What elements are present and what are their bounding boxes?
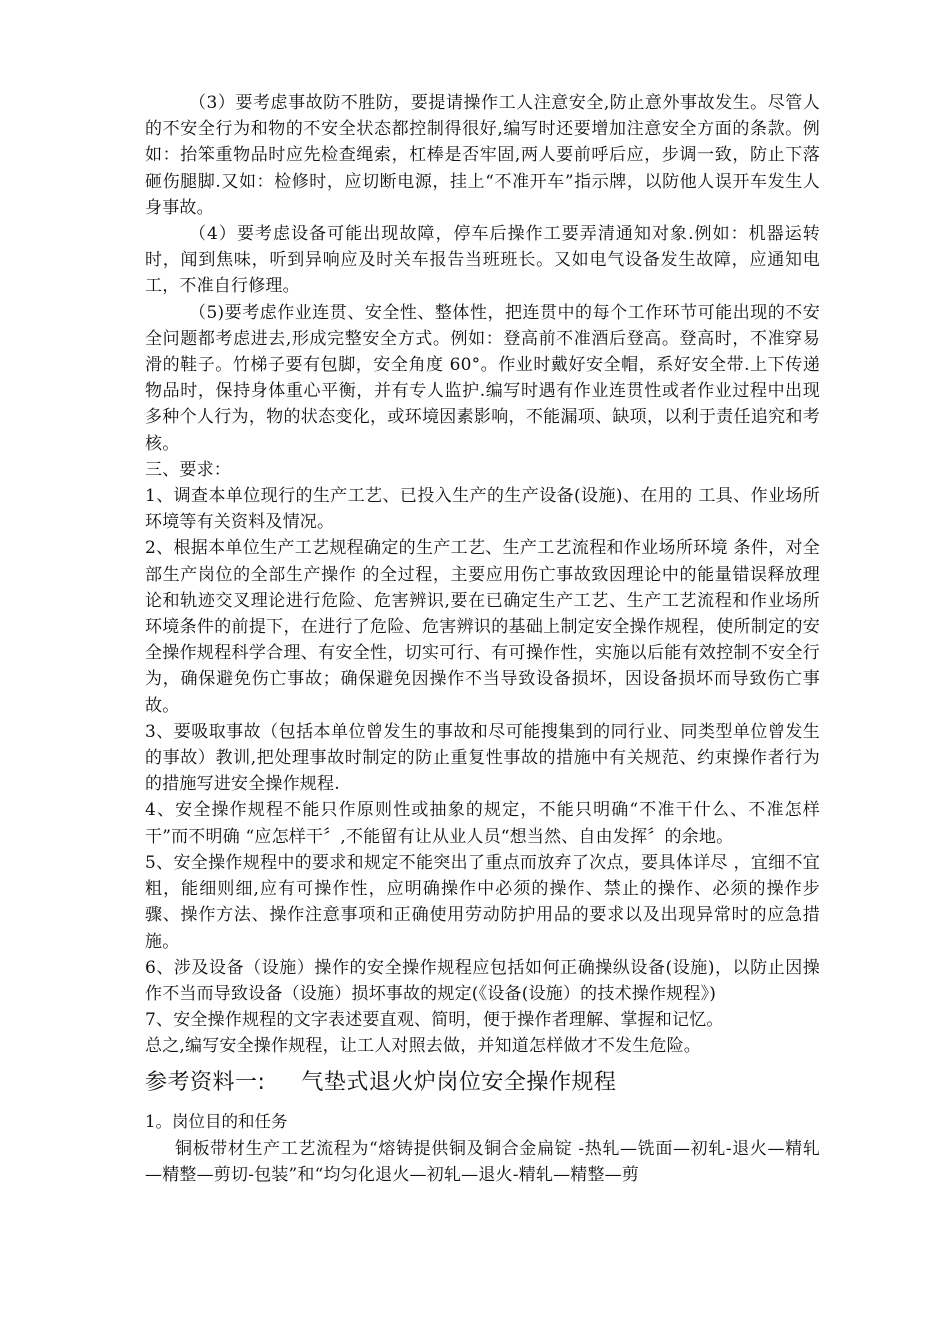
- paragraph-4: （4）要考虑设备可能出现故障，停车后操作工要弄清通知对象.例如：机器运转时，闻到焦味，听到异响应及时关车报告当班班长。又如电气设备发生故障，应通知电工，不准自行修理。: [145, 224, 820, 297]
- paragraph-5: （5)要考虑作业连贯、安全性、整体性，把连贯中的每个工作环节可能出现的不安全问题都考虑进去,形成完整安全方式。例如：登高前不准酒后登高。登高时，不准穿易滑的鞋子。竹梯子要有包脚，安全角度 60°。作业时戴好安全帽，系好安全带.上下传递物品时，保持身体重心平衡，并有专人监护.编写时遇有作业连贯性或者作业过程中出现多种个人行为，物的状态变化，或环境因素影响，不能漏项、缺项，以利于责任追究和考核。: [145, 302, 820, 454]
- requirement-6: 6、涉及设备（设施）操作的安全操作规程应包括如何正确操纵设备(设施)，以防止因操作不当而导致设备（设施）损坏事故的规定(《设备(设施）的技术操作规程》): [145, 957, 820, 1004]
- conclusion: 总之,编写安全操作规程，让工人对照去做，并知道怎样做才不发生危险。: [145, 1036, 702, 1057]
- section-1-text: 铜板带材生产工艺流程为“熔铸提供铜及铜合金扁锭 -热轧—铣面—初轧-退火—精轧—精整—剪切-包装”和“均匀化退火—初轧—退火-精轧—精整—剪: [145, 1138, 820, 1185]
- requirement-7: 7、安全操作规程的文字表述要直观、简明，便于操作者理解、掌握和记忆。: [145, 1010, 724, 1031]
- requirements-title: 三、要求：: [145, 459, 231, 480]
- reference-heading-title: 气垫式退火炉岗位安全操作规程: [301, 1069, 617, 1095]
- requirement-4: 4、安全操作规程不能只作原则性或抽象的规定，不能只明确“不准干什么、不准怎样干”而不明确 “应怎样干〞,不能留有让从业人员“想当然、自由发挥〞的余地。: [145, 800, 820, 847]
- reference-heading-prefix: 参考资料一:: [145, 1069, 266, 1095]
- requirement-1: 1、调查本单位现行的生产工艺、已投入生产的生产设备(设施)、在用的 工具、作业场所环境等有关资料及情况。: [145, 486, 820, 533]
- paragraph-3: （3）要考虑事故防不胜防，要提请操作工人注意安全,防止意外事故发生。尽管人的不安全行为和物的不安全状态都控制得很好,编写时还要增加注意安全方面的条款。例如：抬笨重物品时应先检查绳索，杠棒是否牢固,两人要前呼后应，步调一致，防止下落砸伤腿脚.又如：检修时，应切断电源，挂上“不准开车”指示牌，以防他人误开车发生人身事故。: [145, 93, 820, 218]
- requirement-5: 5、安全操作规程中的要求和规定不能突出了重点而放弃了次点，要具体详尽 ，宜细不宜粗，能细则细,应有可操作性，应明确操作中必须的操作、禁止的操作、必须的操作步骤、操作方法、操作注意事项和正确使用劳动防护用品的要求以及出现异常时的应急措施。: [145, 852, 820, 952]
- requirement-2: 2、根据本单位生产工艺规程确定的生产工艺、生产工艺流程和作业场所环境 条件，对全部生产岗位的全部生产操作 的全过程，主要应用伤亡事故致因理论中的能量错误释放理论和轨迹交叉理论进行危险、危害辨识,要在已确定生产工艺、生产工艺流程和作业场所环境条件的前提下，在进行了危险、危害辨识的基础上制定安全操作规程，使所制定的安全操作规程科学合理、有安全性，切实可行、有可操作性，实施以后能有效控制不安全行为，确保避免伤亡事故；确保避免因操作不当导致设备损坏，因设备损坏而导致伤亡事故。: [145, 538, 820, 716]
- requirement-3: 3、要吸取事故（包括本单位曾发生的事故和尽可能搜集到的同行业、同类型单位曾发生的事故）教训,把处理事故时制定的防止重复性事故的措施中有关规范、约束操作者行为的措施写进安全操作规程.: [145, 721, 820, 795]
- reference-heading: [145, 1066, 820, 1100]
- section-1-title: 1。岗位目的和任务: [145, 1111, 288, 1131]
